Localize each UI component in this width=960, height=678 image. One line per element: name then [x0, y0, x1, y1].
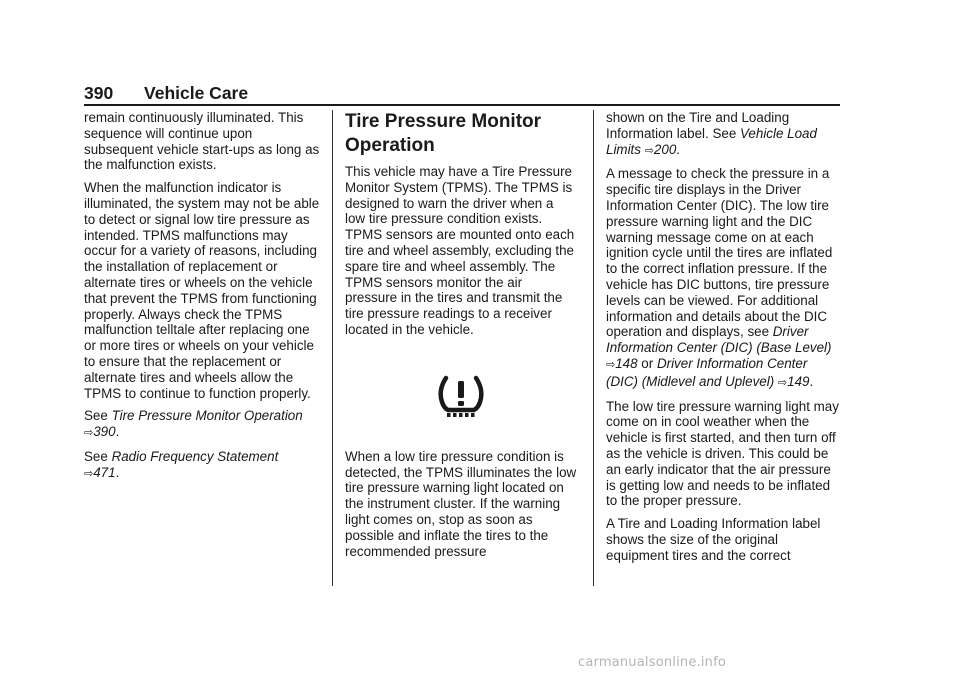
page-number: 390	[84, 83, 114, 103]
see-prefix: See	[84, 448, 108, 464]
reference-page[interactable]: 148	[615, 355, 638, 371]
paragraph: shown on the Tire and Loading Information label. See Vehicle Load Limits ⇨200.	[606, 110, 817, 157]
paragraph: A message to check the pressure in a specific tire displays in the Driver Information Center (DIC). The low tire pressure warning light and the DIC warning message come on at each ignition cycle until the tires are inflated to the correct inflation pressure. If the vehicle has DIC buttons, tire pressure levels can be viewed. For additional information and details about the DIC operation and displays, see Driver Information Center (DIC) (Base Level) ⇨148 or Driver Information Center (DIC) (Midlevel and Uplevel) ⇨149.	[606, 166, 833, 389]
paragraph: remain continuously illuminated. This sequence will continue upon subsequent vehicle start-ups as long as the malfunction exists.	[84, 110, 320, 173]
paragraph: The low tire pressure warning light may come on in cool weather when the vehicle is first started, and then turn off as the vehicle is driven. This could be an early indicator that the air pressure is getting low and needs to be inflated to the proper pressure.	[606, 398, 839, 509]
reference-link[interactable]: Driver Information Center (DIC) (Midlevel and Uplevel)	[606, 355, 808, 389]
column-divider	[332, 110, 333, 586]
reference-link[interactable]: Driver Information Center (DIC) (Base Level)	[606, 324, 832, 356]
reference-page[interactable]: 471	[93, 464, 116, 480]
watermark: carmanualsonline.info	[578, 655, 727, 670]
column-1	[84, 110, 322, 490]
cross-reference: See Radio Frequency Statement ⇨471.	[84, 448, 279, 480]
reference-link[interactable]: Vehicle Load Limits	[606, 125, 817, 157]
reference-page[interactable]: 390	[93, 424, 116, 440]
tire-pressure-warning-icon	[436, 372, 486, 418]
paragraph: This vehicle may have a Tire Pressure Monitor System (TPMS). The TPMS is designed to warn the driver when a low tire pressure condition exists. TPMS sensors are mounted onto each tire and wheel assembly, excluding the spare tire and wheel assembly. The TPMS sensors monitor the air pressure in the tires and transmit the tire pressure readings to a receiver located in the vehicle.	[345, 164, 575, 337]
column-2	[345, 110, 577, 566]
header-rule	[84, 104, 840, 106]
see-prefix: See	[84, 408, 108, 424]
reference-link[interactable]: Radio Frequency Statement	[111, 448, 279, 464]
paragraph: When the malfunction indicator is illuminated, the system may not be able to detect or signal low tire pressure as intended. TPMS malfunctions may occur for a variety of reasons, including the installation of replacement or alternate tires or wheels on the vehicle that prevent the TPMS from functioning properly. Always check the TPMS malfunction telltale after replacing one or more tires or wheels on your vehicle to ensure that the replacement or alternate tires and wheels allow the TPMS to continue to function properly.	[84, 180, 320, 401]
page-arrow-icon: ⇨	[644, 144, 654, 157]
page-arrow-icon: ⇨	[777, 376, 788, 389]
column-divider	[593, 110, 594, 586]
paragraph: When a low tire pressure condition is detected, the TPMS illuminates the low tire pressure warning light located on the instrument cluster. If the warning light comes on, stop as soon as possible and inflate the tires to the recommended pressure	[345, 448, 577, 559]
reference-page[interactable]: 149	[787, 373, 810, 389]
paragraph: A Tire and Loading Information label shows the size of the original equipment tires and the correct	[606, 516, 821, 563]
page-header	[84, 80, 840, 106]
column-3	[606, 110, 840, 571]
page-arrow-icon: ⇨	[84, 467, 94, 480]
reference-link[interactable]: Tire Pressure Monitor Operation	[111, 408, 303, 424]
page-arrow-icon: ⇨	[606, 358, 616, 371]
section-title: Vehicle Care	[144, 83, 249, 103]
page-arrow-icon: ⇨	[84, 427, 94, 440]
cross-reference: See Tire Pressure Monitor Operation ⇨390.	[84, 408, 303, 440]
reference-page[interactable]: 200	[653, 141, 677, 157]
icon-container	[345, 345, 577, 445]
section-heading: Tire Pressure Monitor Operation	[345, 111, 542, 156]
